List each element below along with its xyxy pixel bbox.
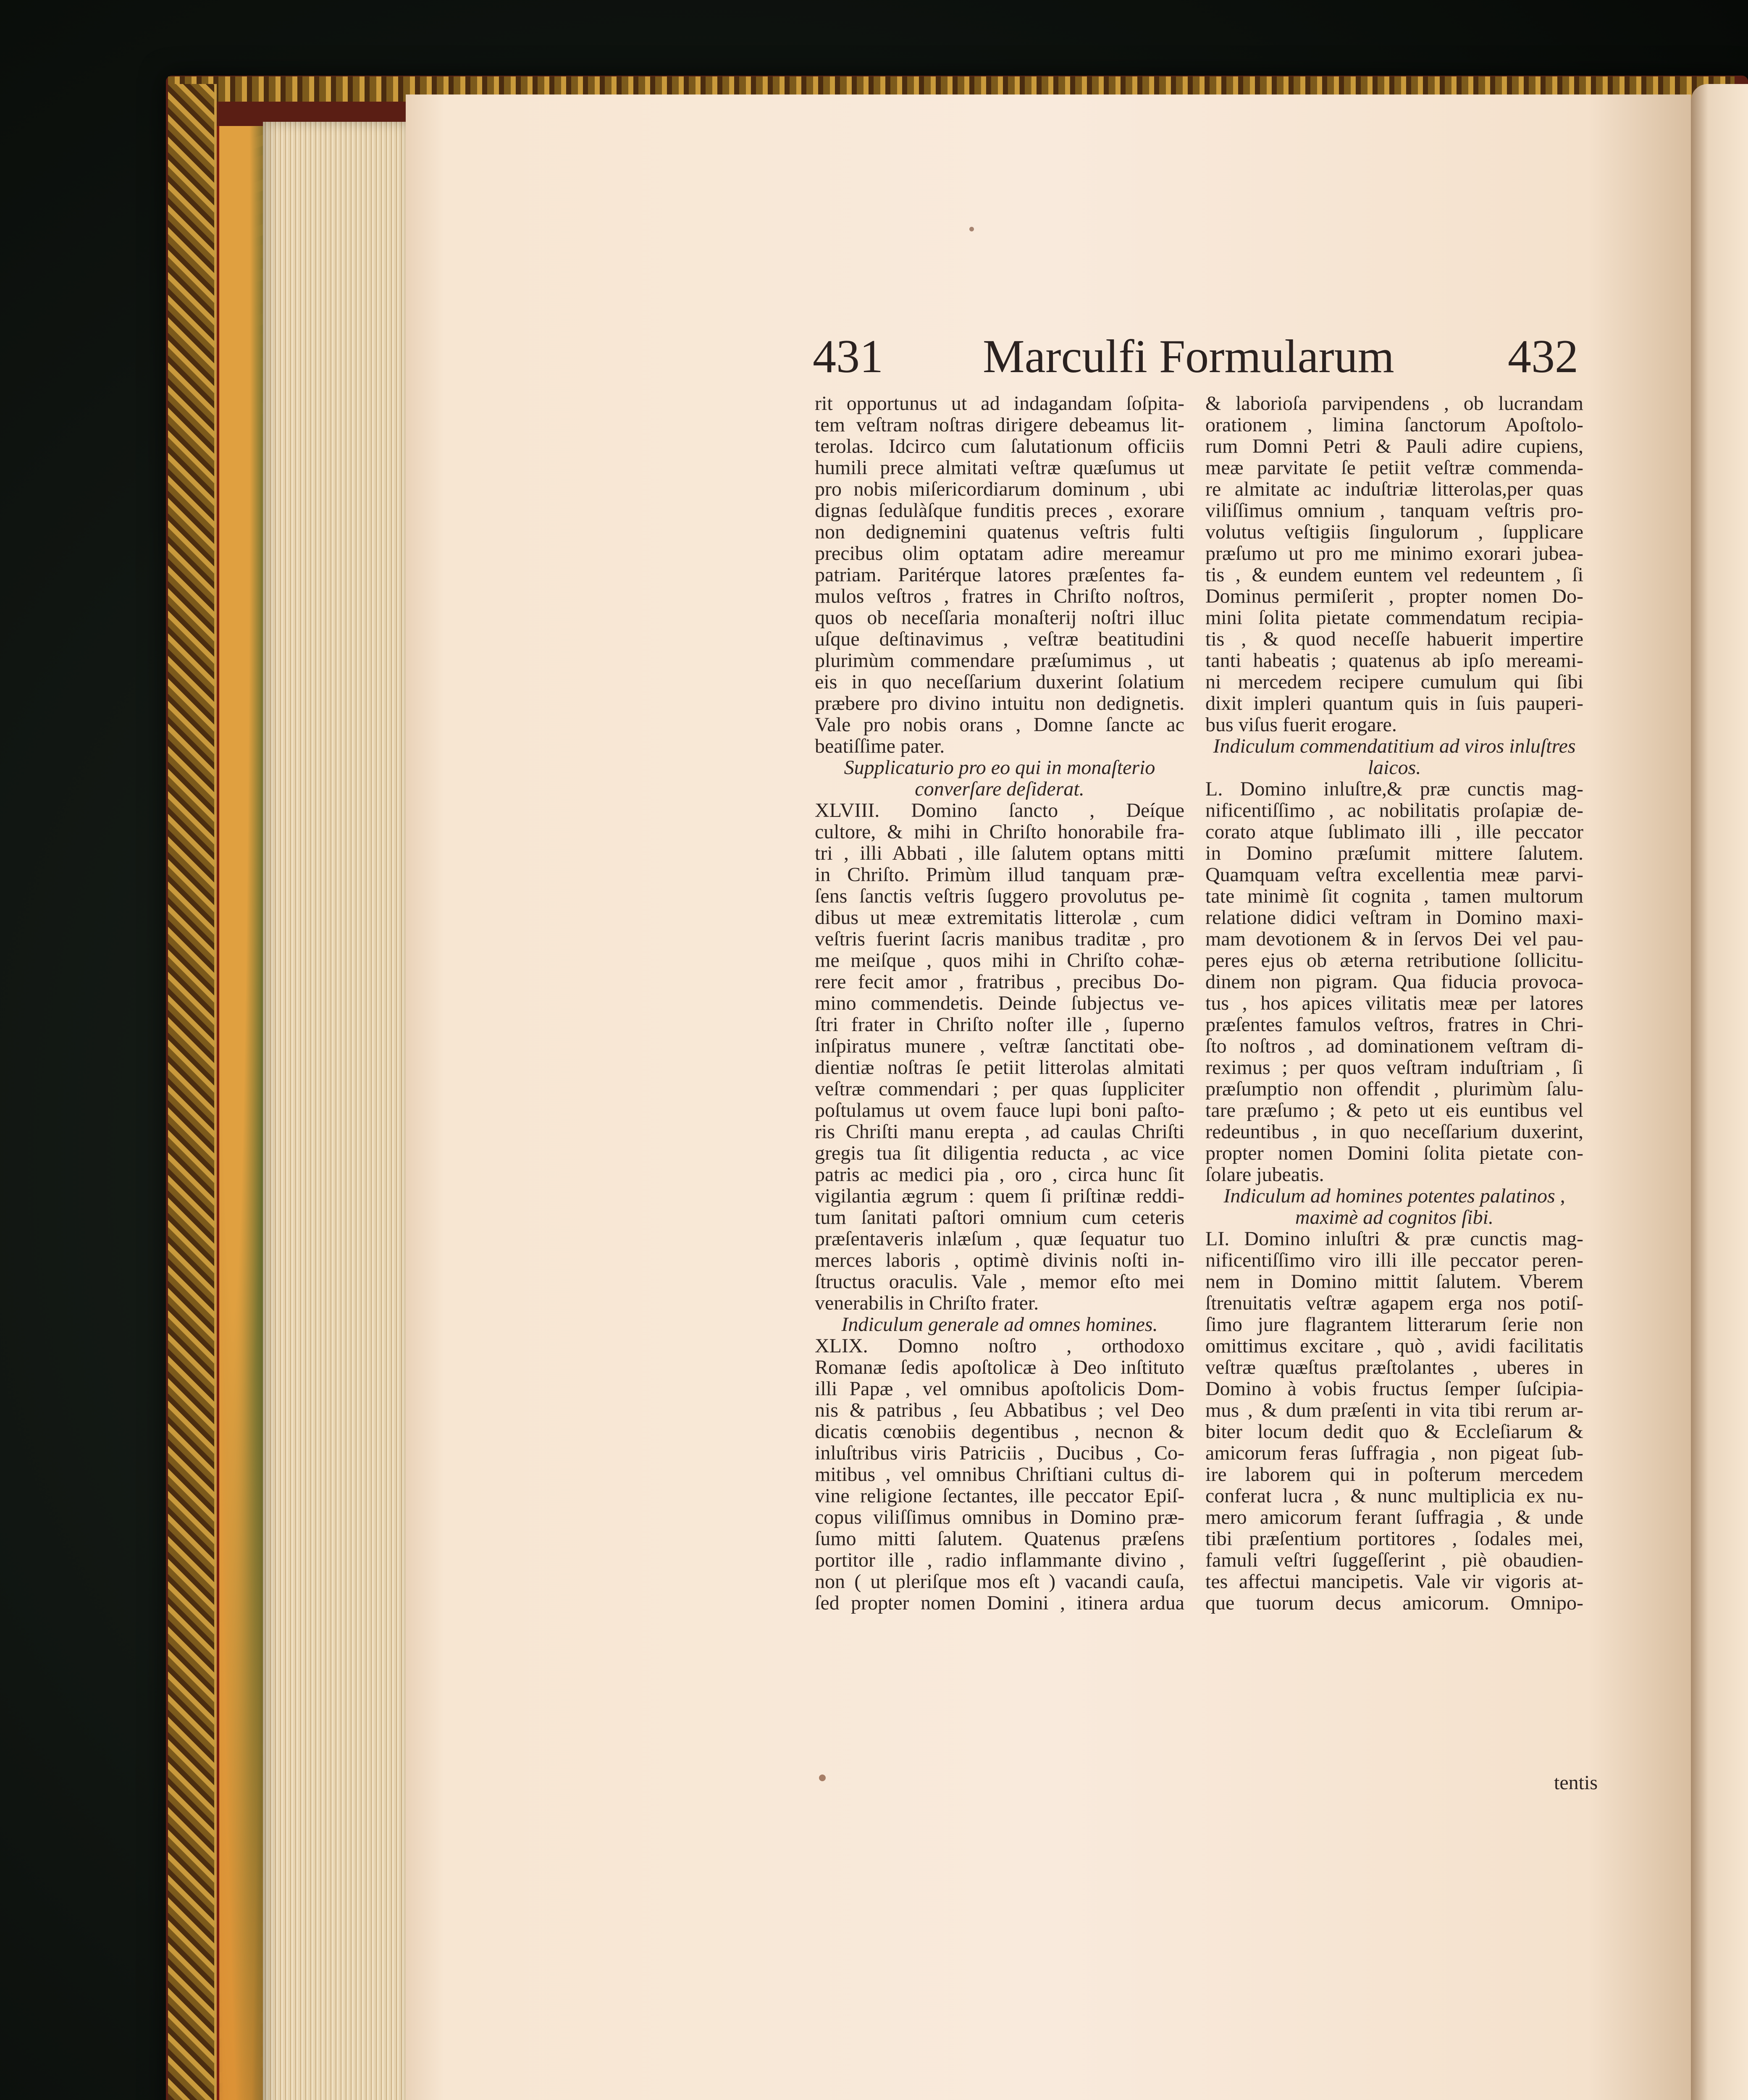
text-line: biter locum dedit quo & Eccleſiarum & [1205, 1421, 1583, 1442]
text-line: rit opportunus ut ad indagandam ſoſpita- [815, 393, 1184, 414]
text-line: ſtructus oraculis. Vale , memor eſto mei [815, 1271, 1184, 1292]
text-line: L. Domino inluſtre,& præ cunctis mag- [1205, 778, 1583, 800]
text-line: tis , & quod neceſſe habuerit impertire [1205, 628, 1583, 650]
text-line: mino commendetis. Deinde ſubjectus ve- [815, 992, 1184, 1014]
text-line: inſpiratus munere , veſtræ ſanctitati obe- [815, 1035, 1184, 1057]
foxing-spot [969, 227, 974, 231]
text-line: Romanæ ſedis apoſtolicæ à Deo inſtituto [815, 1357, 1184, 1378]
text-line: beatiſſime pater. [815, 735, 945, 757]
text-line: nificentiſſimo viro illi ille peccator peren- [1205, 1250, 1583, 1271]
text-line: poſtulamus ut ovem fauce lupi boni paſto- [815, 1100, 1184, 1121]
text-line: Dominus permiſerit , propter nomen Do- [1205, 585, 1583, 607]
text-line: ſens ſanctis veſtris ſuggero provolutus pe- [815, 885, 1184, 907]
text-line: mini ſolita pietate commendatum recipia- [1205, 607, 1583, 628]
text-line: tanti habeatis ; quatenus ab ipſo mereami- [1205, 650, 1583, 671]
text-line: XLVIII. Domino ſancto , Deíque [815, 800, 1184, 821]
page-edges [263, 122, 406, 2100]
text-line: portitor ille , radio inflammante divino , [815, 1549, 1184, 1571]
text-line: præſentaveris inlæſum , quæ ſequatur tuo [815, 1228, 1184, 1250]
text-line: rere fecit amor , fratribus , precibus Do- [815, 971, 1184, 992]
text-line: non ( ut pleriſque mos eſt ) vacandi cauſa, [815, 1571, 1184, 1592]
text-line: dixit impleri quantum quis in ſuis pauperi- [1205, 693, 1583, 714]
text-line: re almitate ac induſtriæ litterolas,per quas [1205, 478, 1583, 500]
text-line: tibi præſentium portitores , ſodales mei, [1205, 1528, 1583, 1549]
text-line: præſentes famulos veſtros, fratres in Chri- [1205, 1014, 1583, 1035]
text-line: nem in Domino mittit ſalutem. Vberem [1205, 1271, 1583, 1292]
text-line: veſtris fuerint ſacris manibus traditæ , pro [815, 928, 1184, 950]
text-line: inluſtribus viris Patriciis , Ducibus , Co- [815, 1442, 1184, 1464]
text-line: pro nobis miſericordiarum dominum , ubi [815, 478, 1184, 500]
text-line: eis in quo neceſſarium duxerint ſolatium [815, 671, 1184, 693]
text-line: tes affectui mancipetis. Vale vir vigoris at- [1205, 1571, 1583, 1592]
text-line: bus viſus fuerit erogare. [1205, 714, 1397, 735]
text-line: precibus olim optatam adire mereamur [815, 543, 1184, 564]
section-heading: Indiculum commendatitium ad viros inluſtres [1213, 735, 1576, 757]
text-line: vine religione ſectantes, ille peccator Epiſ- [815, 1485, 1184, 1507]
section-heading: Supplicaturio pro eo qui in monaſterio [844, 757, 1155, 778]
text-line: ſtri frater in Chriſto noſter ille , ſuperno [815, 1014, 1184, 1035]
text-line: LI. Domino inluſtri & præ cunctis mag- [1205, 1228, 1583, 1250]
text-line: tem veſtram noſtras dirigere debeamus lit- [815, 414, 1184, 436]
text-line: me meiſque , quos mihi in Chriſto cohæ- [815, 950, 1184, 971]
text-line: tri , illi Abbati , ille ſalutem optans mitti [815, 843, 1184, 864]
text-line: plurimùm commendare præſumimus , ut [815, 650, 1184, 671]
text-line: famuli veſtri ſuggeſſerint , piè obaudien- [1205, 1549, 1583, 1571]
text-line: ſed propter nomen Domini , itinera ardua [815, 1592, 1184, 1614]
text-line: propter nomen Domini ſolita pietate con- [1205, 1142, 1583, 1164]
text-line: terolas. Idcirco cum ſalutationum officiis [815, 436, 1184, 457]
text-line: tus , hos apices vilitatis meæ per latores [1205, 992, 1583, 1014]
text-line: tate minimè ſit cognita , tamen multorum [1205, 885, 1583, 907]
text-line: rum Domni Petri & Pauli adire cupiens, [1205, 436, 1583, 457]
gilt-border-left [168, 84, 217, 2100]
text-line: patris ac medici pia , oro , circa hunc ſit [815, 1164, 1184, 1185]
text-line: dinem non pigram. Qua fiducia provoca- [1205, 971, 1583, 992]
text-line: volutus veſtigiis ſingulorum , ſupplicare [1205, 521, 1583, 543]
text-line: non dedignemini quatenus veſtris fulti [815, 521, 1184, 543]
text-line: viliſſimus omnium , tanquam veſtris pro- [1205, 500, 1583, 521]
text-line: mam devotionem & in ſervos Dei vel pau- [1205, 928, 1583, 950]
text-line: uſque deſtinavimus , veſtræ beatitudini [815, 628, 1184, 650]
marbled-endpaper [217, 126, 265, 2100]
section-heading: Indiculum generale ad omnes homines. [841, 1314, 1158, 1335]
text-line: ſimo jure flagrantem litterarum ſerie non [1205, 1314, 1583, 1335]
catchword: tentis [1554, 1772, 1598, 1794]
text-line: ni mercedem recipere cumulum qui ſibi [1205, 671, 1583, 693]
text-line: peres ejus ob æterna retributione ſollicitu- [1205, 950, 1583, 971]
page-number-left: 431 [813, 331, 883, 383]
text-line: ſolare jubeatis. [1205, 1164, 1324, 1185]
text-line: quos ob neceſſaria monaſterij noſtri illuc [815, 607, 1184, 628]
text-line: ire laborem qui in poſterum mercedem [1205, 1464, 1583, 1485]
text-line: ſto noſtros , ad dominationem veſtram di- [1205, 1035, 1583, 1057]
section-heading: laicos. [1367, 757, 1421, 778]
text-line: conferat lucra , & nunc multiplicia ex nu- [1205, 1485, 1583, 1507]
text-column-right [1205, 393, 1583, 1614]
text-line: humili prece almitati veſtræ quæſumus ut [815, 457, 1184, 478]
text-line: veſtræ quæſtus præſtolantes , uberes in [1205, 1357, 1583, 1378]
text-line: orationem , limina ſanctorum Apoſtolo- [1205, 414, 1583, 436]
text-line: amicorum feras ſuffragia , non pigeat ſub- [1205, 1442, 1583, 1464]
text-line: tis , & eundem euntem vel redeuntem , ſi [1205, 564, 1583, 585]
text-line: reximus ; per quos veſtram induſtriam , ſi [1205, 1057, 1583, 1078]
text-line: cultore, & mihi in Chriſto honorabile fra- [815, 821, 1184, 843]
text-line: Quamquam veſtra excellentia meæ parvi- [1205, 864, 1583, 885]
text-line: mus , & dum præſenti in vita tibi rerum ar- [1205, 1399, 1583, 1421]
facing-page-edge [1691, 84, 1748, 2100]
text-line: venerabilis in Chriſto frater. [815, 1292, 1039, 1314]
text-line: merces laboris , optimè divinis noſti in- [815, 1250, 1184, 1271]
text-line: dicatis cœnobiis degentibus , necnon & [815, 1421, 1184, 1442]
text-line: ſumo mitti ſalutem. Quatenus præſens [815, 1528, 1184, 1549]
text-line: dientiæ noſtras ſe petiit litterolas almitati [815, 1057, 1184, 1078]
text-line: præſumo ut pro me minimo exorari jubea- [1205, 543, 1583, 564]
section-heading: Indiculum ad homines potentes palatinos , [1223, 1185, 1565, 1207]
text-line: Domino à vobis fructus ſemper ſuſcipia- [1205, 1378, 1583, 1399]
text-line: mulos veſtros , fratres in Chriſto noſtros, [815, 585, 1184, 607]
foxing-spot [819, 1774, 826, 1781]
text-line: omittimus excitare , quò , avidi facilitatis [1205, 1335, 1583, 1357]
text-line: in Chriſto. Primùm illud tanquam præ- [815, 864, 1184, 885]
text-line: veſtræ commendari ; per quas ſuppliciter [815, 1078, 1184, 1100]
text-line: redeuntibus , in quo neceſſarium duxerint, [1205, 1121, 1583, 1142]
text-line: & laborioſa parvipendens , ob lucrandam [1205, 393, 1583, 414]
text-line: mitibus , vel omnibus Chriſtiani cultus di- [815, 1464, 1184, 1485]
text-line: nis & patribus , ſeu Abbatibus ; vel Deo [815, 1399, 1184, 1421]
text-line: gregis tua ſit diligentia reducta , ac vice [815, 1142, 1184, 1164]
text-column-left [815, 393, 1184, 1614]
text-line: dignas ſedulàſque funditis preces , exorare [815, 500, 1184, 521]
text-line: nificentiſſimo , ac nobilitatis proſapiæ de- [1205, 800, 1583, 821]
text-line: dibus ut meæ extremitatis litterolæ , cum [815, 907, 1184, 928]
text-line: corato atque ſublimato illi , ille peccator [1205, 821, 1583, 843]
text-line: tum ſanitati paſtori omnium cum ceteris [815, 1207, 1184, 1228]
text-line: meæ parvitate ſe petiit veſtræ commenda- [1205, 457, 1583, 478]
page-number-right: 432 [1508, 331, 1578, 383]
text-line: illi Papæ , vel omnibus apoſtolicis Dom- [815, 1378, 1184, 1399]
text-line: relatione didici veſtram in Domino maxi- [1205, 907, 1583, 928]
text-line: XLIX. Domno noſtro , orthodoxo [815, 1335, 1184, 1357]
text-line: ſtrenuitatis veſtræ agapem erga nos potiſ- [1205, 1292, 1583, 1314]
text-line: patriam. Paritérque latores præſentes fa- [815, 564, 1184, 585]
running-title: Marculfi Formularum [983, 331, 1394, 383]
text-line: mero amicorum ferant ſuffragia , & unde [1205, 1507, 1583, 1528]
text-line: præbere pro divino intuitu non dedignetis. [815, 693, 1184, 714]
text-line: que tuorum decus amicorum. Omnipo- [1205, 1592, 1583, 1614]
section-heading: converſare deſiderat. [915, 778, 1084, 800]
text-line: ris Chriſti manu erepta , ad caulas Chriſti [815, 1121, 1184, 1142]
text-line: copus viliſſimus omnibus in Domino præ- [815, 1507, 1184, 1528]
text-line: Vale pro nobis orans , Domne ſancte ac [815, 714, 1184, 735]
text-line: in Domino præſumit mittere ſalutem. [1205, 843, 1583, 864]
text-line: præſumptio non offendit , plurimùm ſalu- [1205, 1078, 1583, 1100]
text-line: vigilantia ægrum : quem ſi priſtinæ reddi- [815, 1185, 1184, 1207]
text-line: tare præſumo ; & peto ut eis euntibus vel [1205, 1100, 1583, 1121]
section-heading: maximè ad cognitos ſibi. [1295, 1207, 1493, 1228]
